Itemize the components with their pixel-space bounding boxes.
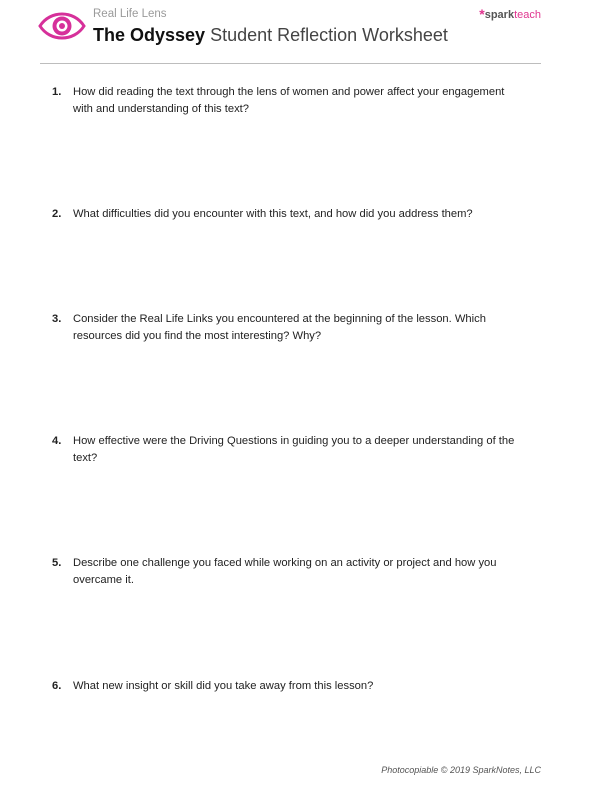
question-text: How did reading the text through the lens of women and power affect your engagement with and understanding of this text? (73, 86, 505, 115)
header-divider (40, 63, 541, 64)
question-text: What difficulties did you encounter with this text, and how did you address them? (73, 208, 473, 220)
question-3 (52, 311, 522, 345)
question-number: 4. (52, 435, 62, 447)
question-number: 6. (52, 680, 62, 692)
title-book: The Odyssey (93, 25, 206, 45)
question-number: 1. (52, 86, 62, 98)
page-title (93, 25, 448, 46)
question-text: How effective were the Driving Questions in guiding you to a deeper understanding of the text? (73, 435, 515, 464)
copyright-footer: Photocopiable © 2019 SparkNotes, LLC (381, 765, 541, 775)
worksheet-header (0, 0, 596, 70)
question-6 (52, 678, 522, 695)
question-4 (52, 433, 522, 467)
question-2 (52, 206, 522, 223)
question-text: Consider the Real Life Links you encountered at the beginning of the lesson. Which resources did you find the most interesting? Why? (73, 313, 486, 342)
question-number: 5. (52, 557, 62, 569)
eye-icon (38, 6, 86, 46)
series-kicker: Real Life Lens (93, 8, 167, 20)
question-text: What new insight or skill did you take away from this lesson? (73, 680, 374, 692)
question-1 (52, 84, 522, 118)
sparkteach-logo (479, 6, 541, 22)
title-subtitle: Student Reflection Worksheet (205, 25, 448, 45)
question-text: Describe one challenge you faced while working on an activity or project and how you overcame it. (73, 557, 497, 586)
brand-spark: spark (484, 9, 515, 21)
brand-teach: teach (514, 9, 541, 21)
question-number: 2. (52, 208, 62, 220)
question-number: 3. (52, 313, 62, 325)
asterisk-icon: * (479, 6, 485, 22)
question-5 (52, 555, 522, 589)
